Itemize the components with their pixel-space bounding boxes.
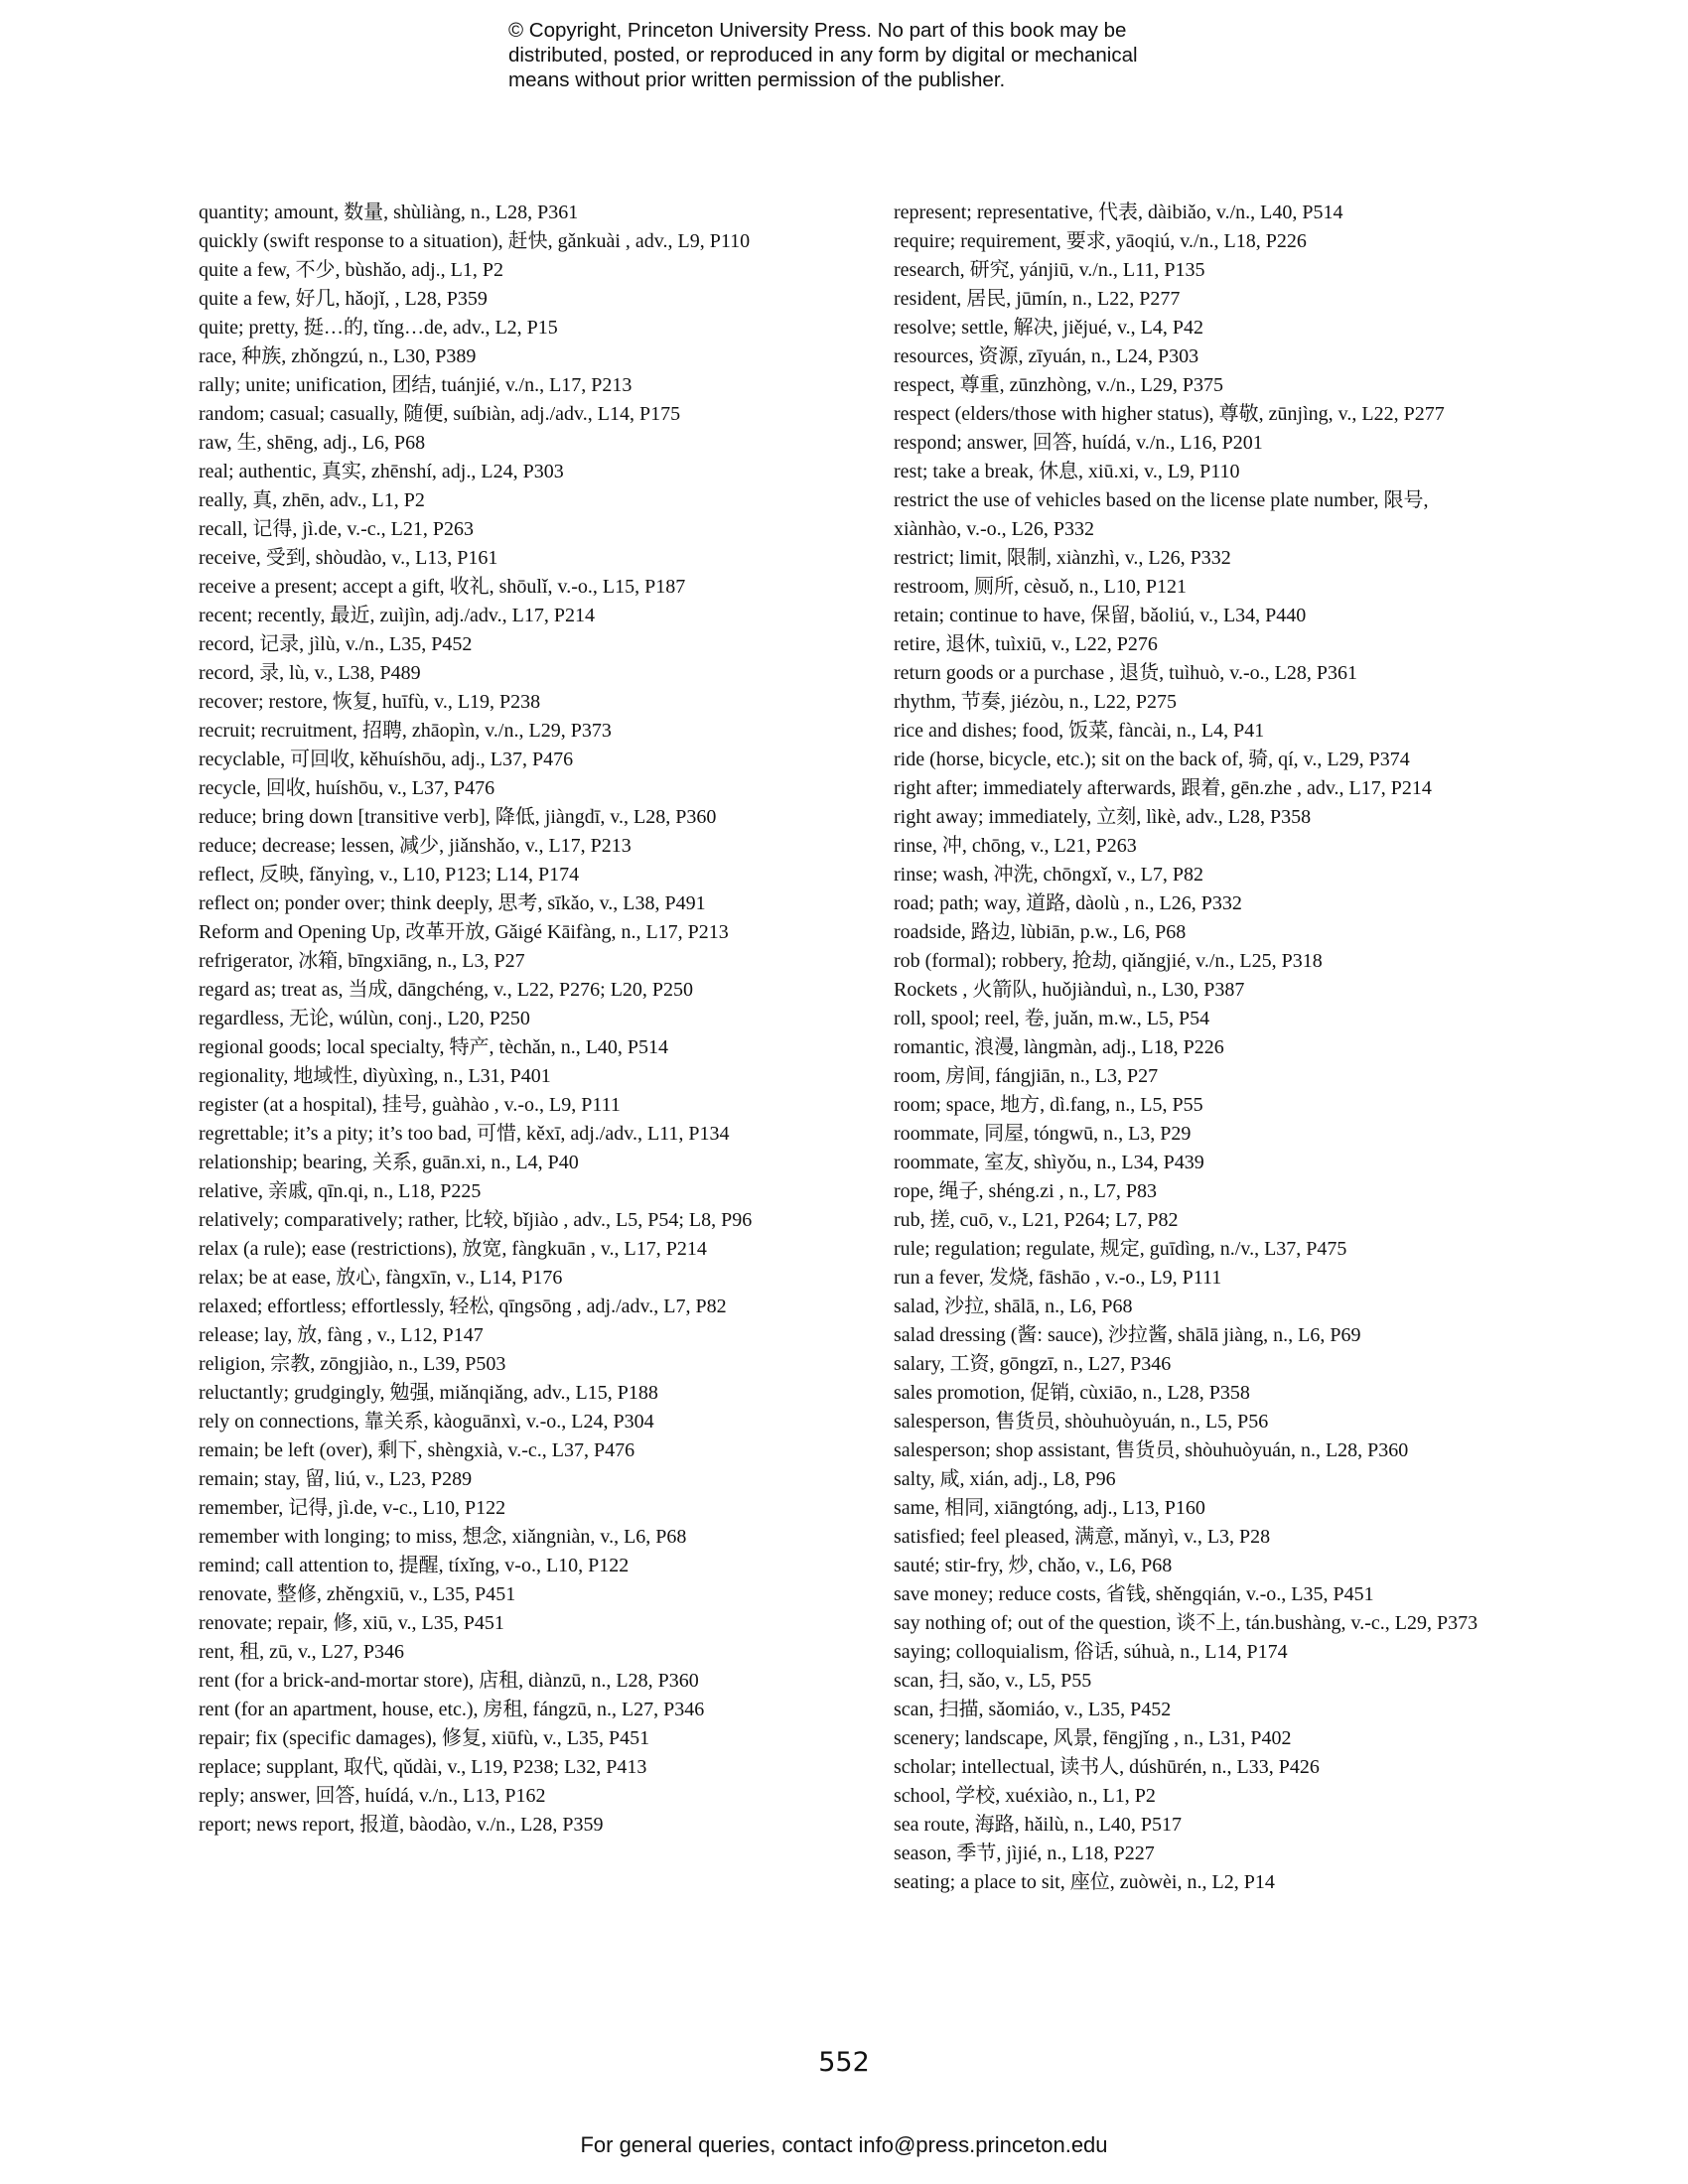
glossary-entry: sauté; stir-fry, 炒, chǎo, v., L6, P68	[894, 1555, 1173, 1576]
glossary-entry: salesperson, 售货员, shòuhuòyuán, n., L5, P56	[894, 1411, 1269, 1433]
glossary-entry: rope, 绳子, shéng.zi , n., L7, P83	[894, 1180, 1157, 1202]
glossary-entry: roommate, 室友, shìyǒu, n., L34, P439	[894, 1152, 1204, 1173]
glossary-entry: run a fever, 发烧, fāshāo , v.-o., L9, P111	[894, 1267, 1222, 1289]
glossary-entry: quantity; amount, 数量, shùliàng, n., L28, P361	[199, 202, 579, 223]
glossary-entry: retire, 退休, tuìxiū, v., L22, P276	[894, 633, 1158, 655]
glossary-entry: resources, 资源, zīyuán, n., L24, P303	[894, 345, 1199, 367]
glossary-entry: respect (elders/those with higher status), 尊敬, zūnjìng, v., L22, P277	[894, 403, 1445, 425]
glossary-entry: room, 房间, fángjiān, n., L3, P27	[894, 1065, 1159, 1087]
glossary-entry: resolve; settle, 解决, jiějué, v., L4, P42	[894, 317, 1203, 339]
glossary-entry: relatively; comparatively; rather, 比较, bǐjiào , adv., L5, P54; L8, P96	[199, 1209, 753, 1231]
glossary-entry: room; space, 地方, dì.fang, n., L5, P55	[894, 1094, 1203, 1116]
glossary-entry: recycle, 回收, huíshōu, v., L37, P476	[199, 777, 495, 799]
glossary-entry: roll, spool; reel, 卷, juǎn, m.w., L5, P54	[894, 1008, 1210, 1029]
glossary-entry: remember with longing; to miss, 想念, xiǎngniàn, v., L6, P68	[199, 1526, 687, 1548]
glossary-entry: remain; be left (over), 剩下, shèngxià, v.-c., L37, P476	[199, 1439, 635, 1461]
glossary-entry: sales promotion, 促销, cùxiāo, n., L28, P358	[894, 1382, 1250, 1404]
glossary-entry: rinse, 冲, chōng, v., L21, P263	[894, 835, 1137, 857]
glossary-entry: scholar; intellectual, 读书人, dúshūrén, n., L33, P426	[894, 1756, 1320, 1778]
glossary-entry: recent; recently, 最近, zuìjìn, adj./adv., L17, P214	[199, 605, 595, 626]
glossary-entry: remind; call attention to, 提醒, tíxǐng, v-o., L10, P122	[199, 1555, 630, 1576]
glossary-entry: receive, 受到, shòudào, v., L13, P161	[199, 547, 498, 569]
glossary-entry: right away; immediately, 立刻, lìkè, adv., L28, P358	[894, 806, 1312, 828]
glossary-entry: regional goods; local specialty, 特产, tèchǎn, n., L40, P514	[199, 1036, 669, 1058]
glossary-entry: reduce; decrease; lessen, 减少, jiǎnshǎo, v., L17, P213	[199, 835, 632, 857]
glossary-entry: really, 真, zhēn, adv., L1, P2	[199, 489, 425, 511]
glossary-entry: race, 种族, zhǒngzú, n., L30, P389	[199, 345, 477, 367]
glossary-entry: scenery; landscape, 风景, fēngjǐng , n., L31, P402	[894, 1727, 1292, 1749]
glossary-entry: rob (formal); robbery, 抢劫, qiǎngjié, v./n., L25, P318	[894, 950, 1323, 972]
glossary-entry: report; news report, 报道, bàodào, v./n., L28, P359	[199, 1814, 604, 1836]
copyright-notice	[508, 18, 1263, 92]
glossary-entry: reflect, 反映, fǎnyìng, v., L10, P123; L14, P174	[199, 864, 580, 886]
glossary-entry: school, 学校, xuéxiào, n., L1, P2	[894, 1785, 1156, 1807]
glossary-entry: retain; continue to have, 保留, bǎoliú, v., L34, P440	[894, 605, 1307, 626]
glossary-entry: relationship; bearing, 关系, guān.xi, n., L4, P40	[199, 1152, 579, 1173]
glossary-entry: represent; representative, 代表, dàibiǎo, v./n., L40, P514	[894, 202, 1343, 223]
glossary-entry: road; path; way, 道路, dàolù , n., L26, P332	[894, 892, 1242, 914]
glossary-entry: reduce; bring down [transitive verb], 降低, jiàngdī, v., L28, P360	[199, 806, 717, 828]
copyright-line: distributed, posted, or reproduced in any form by digital or mechanical	[508, 44, 1138, 67]
glossary-entry: restrict; limit, 限制, xiànzhì, v., L26, P332	[894, 547, 1231, 569]
glossary-entry: rice and dishes; food, 饭菜, fàncài, n., L4, P41	[894, 720, 1265, 742]
glossary-entry: ride (horse, bicycle, etc.); sit on the back of, 骑, qí, v., L29, P374	[894, 749, 1410, 770]
glossary-entry: salesperson; shop assistant, 售货员, shòuhuòyuán, n., L28, P360	[894, 1439, 1409, 1461]
glossary-entry: rent (for a brick-and-mortar store), 店租, diànzū, n., L28, P360	[199, 1670, 699, 1692]
glossary-entry: scan, 扫, sǎo, v., L5, P55	[894, 1670, 1092, 1692]
glossary-entry: reply; answer, 回答, huídá, v./n., L13, P162	[199, 1785, 546, 1807]
glossary-entry: respect, 尊重, zūnzhòng, v./n., L29, P375	[894, 374, 1223, 396]
glossary-entry: salad dressing (酱: sauce), 沙拉酱, shālā jiàng, n., L6, P69	[894, 1324, 1361, 1346]
copyright-line: means without prior written permission of the publisher.	[508, 68, 1006, 91]
glossary-entry: research, 研究, yánjiū, v./n., L11, P135	[894, 259, 1205, 281]
glossary-entry: relaxed; effortless; effortlessly, 轻松, qīngsōng , adj./adv., L7, P82	[199, 1296, 727, 1317]
glossary-entry: remember, 记得, jì.de, v-c., L10, P122	[199, 1497, 506, 1519]
glossary-entry: recover; restore, 恢复, huīfù, v., L19, P238	[199, 691, 541, 713]
glossary-entry: satisfied; feel pleased, 满意, mǎnyì, v., L3, P28	[894, 1526, 1271, 1548]
glossary-entry: same, 相同, xiāngtóng, adj., L13, P160	[894, 1497, 1205, 1519]
glossary-entry: romantic, 浪漫, làngmàn, adj., L18, P226	[894, 1036, 1224, 1058]
glossary-entry: renovate; repair, 修, xiū, v., L35, P451	[199, 1612, 504, 1634]
glossary-entry: recall, 记得, jì.de, v.-c., L21, P263	[199, 518, 474, 540]
glossary-entry: Reform and Opening Up, 改革开放, Gǎigé Kāifàng, n., L17, P213	[199, 921, 729, 943]
glossary-entry: scan, 扫描, sǎomiáo, v., L35, P452	[894, 1699, 1172, 1720]
glossary-entry: rent (for an apartment, house, etc.), 房租, fángzū, n., L27, P346	[199, 1699, 705, 1720]
glossary-entry: relax; be at ease, 放心, fàngxīn, v., L14, P176	[199, 1267, 563, 1289]
glossary-entry: regionality, 地域性, dìyùxìng, n., L31, P401	[199, 1065, 551, 1087]
glossary-entry: relative, 亲戚, qīn.qi, n., L18, P225	[199, 1180, 482, 1202]
glossary-entry: save money; reduce costs, 省钱, shěngqián, v.-o., L35, P451	[894, 1583, 1374, 1605]
glossary-entry: rhythm, 节奏, jiézòu, n., L22, P275	[894, 691, 1177, 713]
glossary-entry: rub, 搓, cuō, v., L21, P264; L7, P82	[894, 1209, 1179, 1231]
glossary-entry: roadside, 路边, lùbiān, p.w., L6, P68	[894, 921, 1187, 943]
glossary-entry: real; authentic, 真实, zhēnshí, adj., L24, P303	[199, 461, 564, 482]
glossary-entry: refrigerator, 冰箱, bīngxiāng, n., L3, P27	[199, 950, 525, 972]
glossary-entry: quite a few, 好几, hǎojǐ, , L28, P359	[199, 288, 488, 310]
glossary-entry: random; casual; casually, 随便, suíbiàn, adj./adv., L14, P175	[199, 403, 681, 425]
glossary-entry: record, 录, lù, v., L38, P489	[199, 662, 421, 684]
glossary-entry: return goods or a purchase , 退货, tuìhuò, v.-o., L28, P361	[894, 662, 1357, 684]
glossary-column-right	[894, 199, 1479, 1897]
glossary-entry: rest; take a break, 休息, xiū.xi, v., L9, P110	[894, 461, 1240, 482]
glossary-entry: season, 季节, jìjié, n., L18, P227	[894, 1843, 1155, 1864]
glossary-entry: require; requirement, 要求, yāoqiú, v./n., L18, P226	[894, 230, 1307, 252]
glossary-entry: right after; immediately afterwards, 跟着, gēn.zhe , adv., L17, P214	[894, 777, 1432, 799]
page-number: 552	[818, 2047, 870, 2078]
glossary-entry: salad, 沙拉, shālā, n., L6, P68	[894, 1296, 1133, 1317]
glossary-entry: salary, 工资, gōngzī, n., L27, P346	[894, 1353, 1172, 1375]
glossary-entry: relax (a rule); ease (restrictions), 放宽, fàngkuān , v., L17, P214	[199, 1238, 707, 1260]
glossary-entry: seating; a place to sit, 座位, zuòwèi, n., L2, P14	[894, 1871, 1275, 1893]
glossary-entry: replace; supplant, 取代, qǔdài, v., L19, P238; L32, P413	[199, 1756, 647, 1778]
glossary-entry: quickly (swift response to a situation), 赶快, gǎnkuài , adv., L9, P110	[199, 230, 751, 252]
glossary-entry: roommate, 同屋, tóngwū, n., L3, P29	[894, 1123, 1192, 1145]
glossary-entry: regard as; treat as, 当成, dāngchéng, v., L22, P276; L20, P250	[199, 979, 694, 1001]
glossary-entry: raw, 生, shēng, adj., L6, P68	[199, 432, 426, 454]
glossary-entry: rally; unite; unification, 团结, tuánjié, v./n., L17, P213	[199, 374, 633, 396]
glossary-entry: sea route, 海路, hǎilù, n., L40, P517	[894, 1814, 1182, 1836]
glossary-entry: rule; regulation; regulate, 规定, guīdìng, n./v., L37, P475	[894, 1238, 1347, 1260]
glossary-entry: rinse; wash, 冲洗, chōngxǐ, v., L7, P82	[894, 864, 1204, 886]
glossary-entry: rent, 租, zū, v., L27, P346	[199, 1641, 405, 1663]
glossary-entry: recyclable, 可回收, kěhuíshōu, adj., L37, P476	[199, 749, 574, 770]
glossary-entry: restrict the use of vehicles based on the license plate number, 限号, xiànhào, v.-o., L26, P332	[894, 489, 1429, 540]
glossary-entry: saying; colloquialism, 俗话, súhuà, n., L14, P174	[894, 1641, 1288, 1663]
glossary-entry: say nothing of; out of the question, 谈不上, tán.bushàng, v.-c., L29, P373	[894, 1612, 1478, 1634]
glossary-entry: release; lay, 放, fàng , v., L12, P147	[199, 1324, 484, 1346]
glossary-entry: quite; pretty, 挺…的, tǐng…de, adv., L2, P15	[199, 317, 558, 339]
glossary-entry: resident, 居民, jūmín, n., L22, P277	[894, 288, 1181, 310]
glossary-entry: recruit; recruitment, 招聘, zhāopìn, v./n., L29, P373	[199, 720, 612, 742]
glossary-entry: religion, 宗教, zōngjiào, n., L39, P503	[199, 1353, 506, 1375]
glossary-entry: rely on connections, 靠关系, kàoguānxì, v.-o., L24, P304	[199, 1411, 654, 1433]
glossary-column-left	[199, 199, 774, 1840]
glossary-entry: remain; stay, 留, liú, v., L23, P289	[199, 1468, 473, 1490]
glossary-entry: restroom, 厕所, cèsuǒ, n., L10, P121	[894, 576, 1187, 598]
glossary-entry: quite a few, 不少, bùshǎo, adj., L1, P2	[199, 259, 503, 281]
glossary-entry: regardless, 无论, wúlùn, conj., L20, P250	[199, 1008, 530, 1029]
glossary-entry: renovate, 整修, zhěngxiū, v., L35, P451	[199, 1583, 516, 1605]
glossary-entry: Rockets , 火箭队, huǒjiànduì, n., L30, P387	[894, 979, 1245, 1001]
glossary-entry: reflect on; ponder over; think deeply, 思考, sīkǎo, v., L38, P491	[199, 892, 706, 914]
glossary-entry: respond; answer, 回答, huídá, v./n., L16, P201	[894, 432, 1263, 454]
copyright-line: © Copyright, Princeton University Press. No part of this book may be	[508, 19, 1127, 42]
glossary-entry: reluctantly; grudgingly, 勉强, miǎnqiǎng, adv., L15, P188	[199, 1382, 658, 1404]
glossary-entry: register (at a hospital), 挂号, guàhào , v.-o., L9, P111	[199, 1094, 621, 1116]
glossary-entry: record, 记录, jìlù, v./n., L35, P452	[199, 633, 473, 655]
glossary-entry: repair; fix (specific damages), 修复, xiūfù, v., L35, P451	[199, 1727, 650, 1749]
glossary-entry: regrettable; it’s a pity; it’s too bad, 可惜, kěxī, adj./adv., L11, P134	[199, 1123, 730, 1145]
glossary-entry: receive a present; accept a gift, 收礼, shōulǐ, v.-o., L15, P187	[199, 576, 686, 598]
footer-contact: For general queries, contact info@press.princeton.edu	[580, 2132, 1108, 2157]
glossary-entry: salty, 咸, xián, adj., L8, P96	[894, 1468, 1116, 1490]
